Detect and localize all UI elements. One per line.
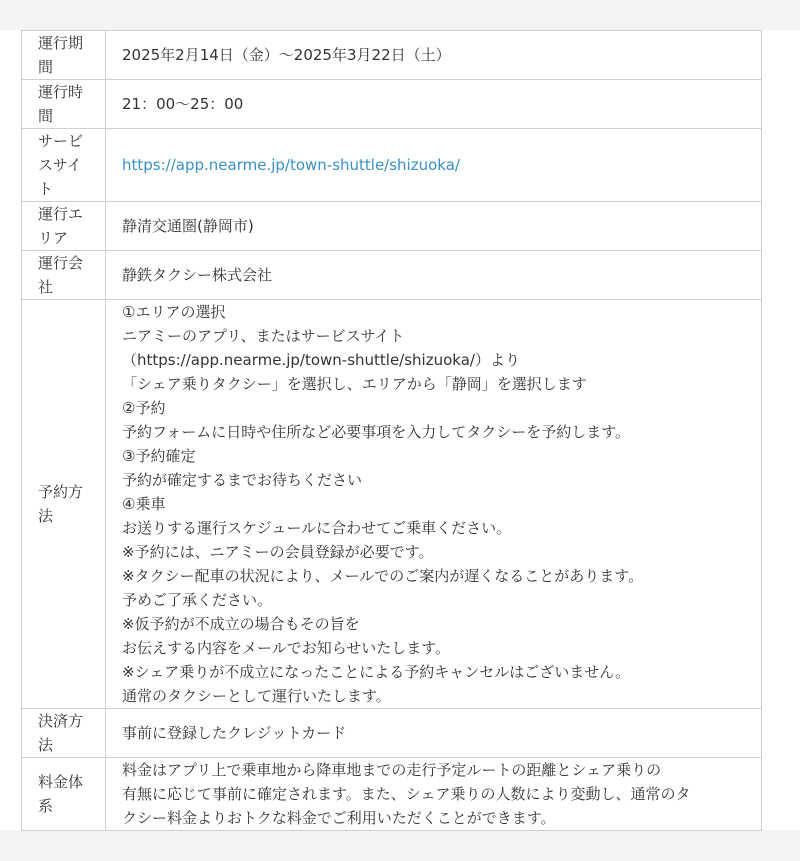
service-info-table	[21, 30, 762, 831]
table-row	[22, 129, 762, 202]
row-value: 静清交通圏(静岡市)	[106, 202, 762, 251]
content-area	[0, 30, 800, 830]
row-value	[106, 129, 762, 202]
text-line: ニアミーのアプリ、またはサービスサイト	[122, 327, 405, 345]
row-value	[106, 300, 762, 709]
text-line: ④乗車	[122, 495, 166, 513]
row-label: 決済方法	[22, 709, 106, 758]
text-line: ①エリアの選択	[122, 303, 226, 321]
text-line: お送りする運行スケジュールに合わせてご乗車ください。	[122, 519, 512, 537]
text-line: （https://app.nearme.jp/town-shuttle/shizuoka/）より	[122, 351, 520, 369]
row-label: 予約方法	[22, 300, 106, 709]
text-line: 有無に応じて事前に確定されます。また、シェア乗りの人数により変動し、通常のタ	[122, 785, 691, 803]
text-line: 予めご了承ください。	[122, 591, 273, 609]
text-line: 予約が確定するまでお待ちください	[122, 471, 363, 489]
table-row	[22, 758, 762, 831]
table-row	[22, 80, 762, 129]
row-label: 運行期間	[22, 31, 106, 80]
text-line: ※タクシー配車の状況により、メールでのご案内が遅くなることがあります。	[122, 567, 644, 585]
row-value: 静鉄タクシー株式会社	[106, 251, 762, 300]
text-line: クシー料金よりおトクな料金でご利用いただくことができます。	[122, 809, 556, 827]
text-line: 通常のタクシーとして運行いたします。	[122, 687, 391, 705]
service-site-link[interactable]: https://app.nearme.jp/town-shuttle/shizuoka/	[122, 156, 460, 174]
text-line: ③予約確定	[122, 447, 196, 465]
row-label: 料金体系	[22, 758, 106, 831]
row-label: サービスサイト	[22, 129, 106, 202]
row-label: 運行エリア	[22, 202, 106, 251]
table-row	[22, 300, 762, 709]
table-row	[22, 202, 762, 251]
row-label: 運行会社	[22, 251, 106, 300]
table-row	[22, 251, 762, 300]
text-line: ※シェア乗りが不成立になったことによる予約キャンセルはございません。	[122, 663, 631, 681]
text-line: 料金はアプリ上で乗車地から降車地までの走行予定ルートの距離とシェア乗りの	[122, 761, 662, 779]
text-line: お伝えする内容をメールでお知らせいたします。	[122, 639, 451, 657]
table-row	[22, 31, 762, 80]
row-value: 事前に登録したクレジットカード	[106, 709, 762, 758]
row-value: 21：00〜25：00	[106, 80, 762, 129]
row-value	[106, 758, 762, 831]
text-line: 予約フォームに日時や住所など必要事項を入力してタクシーを予約します。	[122, 423, 631, 441]
row-value: 2025年2月14日（金）〜2025年3月22日（土）	[106, 31, 762, 80]
text-line: ②予約	[122, 399, 166, 417]
table-row	[22, 709, 762, 758]
text-line: ※予約には、ニアミーの会員登録が必要です。	[122, 543, 434, 561]
row-label: 運行時間	[22, 80, 106, 129]
text-line: ※仮予約が不成立の場合もその旨を	[122, 615, 360, 633]
text-line: 「シェア乗りタクシー」を選択し、エリアから「静岡」を選択します	[122, 375, 587, 393]
